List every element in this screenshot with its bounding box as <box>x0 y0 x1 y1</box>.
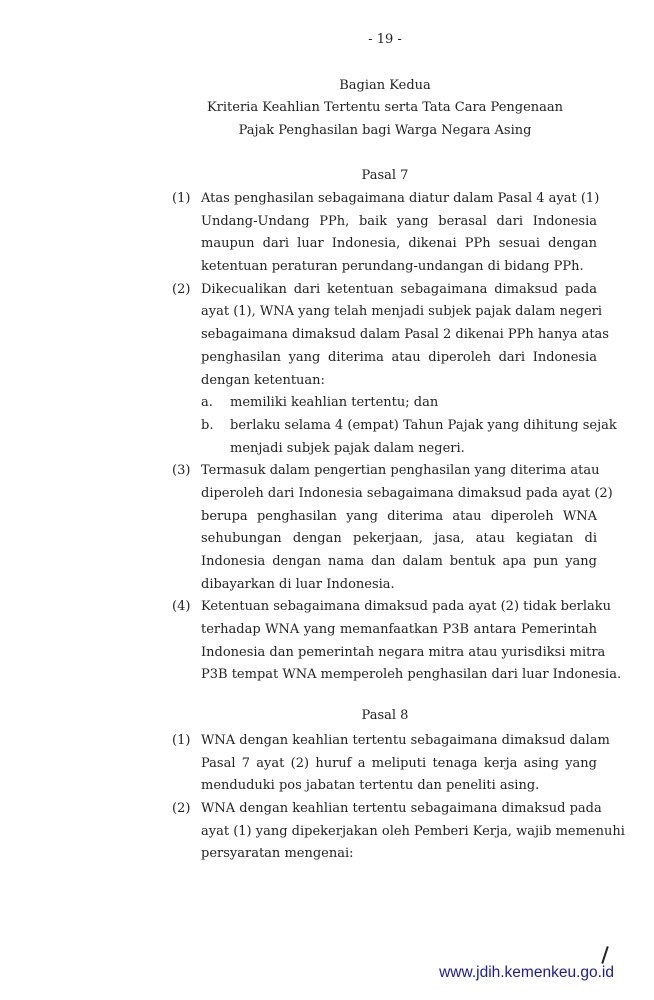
paragraph-line <box>168 211 600 234</box>
line-text: berupa penghasilan yang diterima atau diperoleh WNA <box>201 508 597 524</box>
ayat-number: (3) <box>172 463 191 479</box>
line-text: berlaku selama 4 (empat) Tahun Pajak yang dihitung sejak <box>230 417 617 433</box>
line-text: Ketentuan sebagaimana dimaksud pada ayat (2) tidak berlaku <box>201 599 612 615</box>
paragraph-line <box>168 551 600 574</box>
line-text: dibayarkan di luar Indonesia. <box>201 576 395 592</box>
paragraph-line <box>168 415 617 438</box>
section-title-line: Kriteria Keahlian Tertentu serta Tata Cara Pengenaan <box>206 100 564 115</box>
paragraph-line <box>168 392 600 415</box>
line-text: Indonesia dan pemerintah negara mitra atau yurisdiksi mitra <box>201 644 606 660</box>
paragraph-line <box>168 506 600 529</box>
paragraph-line <box>168 188 600 211</box>
list-item-label: a. <box>201 395 213 411</box>
line-text: memiliki keahlian tertentu; dan <box>230 395 439 411</box>
line-text: sehubungan dengan pekerjaan, jasa, atau kegiatan di <box>201 531 597 547</box>
line-text: Undang-Undang PPh, baik yang berasal dari Indonesia <box>201 213 597 229</box>
line-text: Pasal 7 ayat (2) huruf a meliputi tenaga kerja asing yang <box>201 755 597 771</box>
paragraph-line <box>168 821 625 844</box>
paragraph-line <box>168 301 603 324</box>
line-text: menjadi subjek pajak dalam negeri. <box>230 440 465 456</box>
paragraph-line <box>168 843 600 866</box>
line-text: P3B tempat WNA memperoleh penghasilan dari luar Indonesia. <box>201 667 622 683</box>
line-text: maupun dari luar Indonesia, dikenai PPh sesuai dengan <box>201 236 597 252</box>
paragraph-line <box>168 619 600 642</box>
paragraph-line <box>168 438 600 461</box>
pasal-7-title: Pasal 7 <box>361 168 409 183</box>
paragraph-line <box>168 596 612 619</box>
paragraph-line <box>168 664 622 687</box>
line-text: Dikecualikan dari ketentuan sebagaimana dimaksud pada <box>201 281 597 297</box>
pasal-7-body <box>168 188 622 687</box>
line-text: dengan ketentuan: <box>201 372 325 388</box>
line-text: penghasilan yang diterima atau diperoleh dari Indonesia <box>201 349 597 365</box>
paragraph-line <box>168 324 609 347</box>
line-text: diperoleh dari Indonesia sebagaimana dimaksud pada ayat (2) <box>201 485 613 501</box>
line-text: Termasuk dalam pengertian penghasilan yang diterima atau <box>201 463 600 479</box>
signature-initial-mark <box>601 946 608 964</box>
line-text: terhadap WNA yang memanfaatkan P3B antara Pemerintah <box>201 622 597 638</box>
paragraph-line <box>168 279 600 302</box>
pasal-8-body <box>168 730 625 866</box>
line-text: menduduki pos jabatan tertentu dan peneliti asing. <box>201 778 540 794</box>
paragraph-line <box>168 347 600 370</box>
footer-url-link[interactable]: www.jdih.kemenkeu.go.id <box>439 964 614 981</box>
paragraph-line <box>168 528 600 551</box>
line-text: Indonesia dengan nama dan dalam bentuk apa pun yang <box>201 554 597 569</box>
paragraph-line <box>168 642 606 665</box>
paragraph-line <box>168 460 600 483</box>
paragraph-line <box>168 233 600 256</box>
paragraph-line <box>168 256 600 279</box>
line-text: WNA dengan keahlian tertentu sebagaimana dimaksud pada <box>201 801 602 817</box>
line-text: WNA dengan keahlian tertentu sebagaimana dimaksud dalam <box>201 733 610 748</box>
paragraph-line <box>168 775 600 798</box>
ayat-number: (4) <box>172 599 191 615</box>
section-part: Bagian Kedua <box>339 78 431 93</box>
line-text: Atas penghasilan sebagaimana diatur dalam Pasal 4 ayat (1) <box>201 191 600 206</box>
pasal-8-title: Pasal 8 <box>361 708 409 723</box>
paragraph-line <box>168 798 600 821</box>
line-text: ayat (1) yang dipekerjakan oleh Pemberi Kerja, wajib memenuhi <box>201 823 625 839</box>
line-text: sebagaimana dimaksud dalam Pasal 2 dikenai PPh hanya atas <box>201 327 609 343</box>
ayat-number: (2) <box>172 801 191 817</box>
paragraph-line <box>168 574 600 597</box>
ayat-number: (1) <box>172 191 191 206</box>
page-number: - 19 - <box>368 32 402 47</box>
ayat-number: (1) <box>172 733 191 748</box>
section-title-line: Pajak Penghasilan bagi Warga Negara Asing <box>238 123 532 138</box>
ayat-number: (2) <box>172 281 191 297</box>
paragraph-line <box>168 483 613 506</box>
line-text: persyaratan mengenai: <box>201 846 354 862</box>
list-item-label: b. <box>201 417 214 433</box>
line-text: ayat (1), WNA yang telah menjadi subjek pajak dalam negeri <box>201 304 603 320</box>
paragraph-line <box>168 370 600 393</box>
paragraph-line <box>168 730 610 753</box>
line-text: ketentuan peraturan perundang-undangan di bidang PPh. <box>201 259 584 275</box>
paragraph-line <box>168 753 600 776</box>
